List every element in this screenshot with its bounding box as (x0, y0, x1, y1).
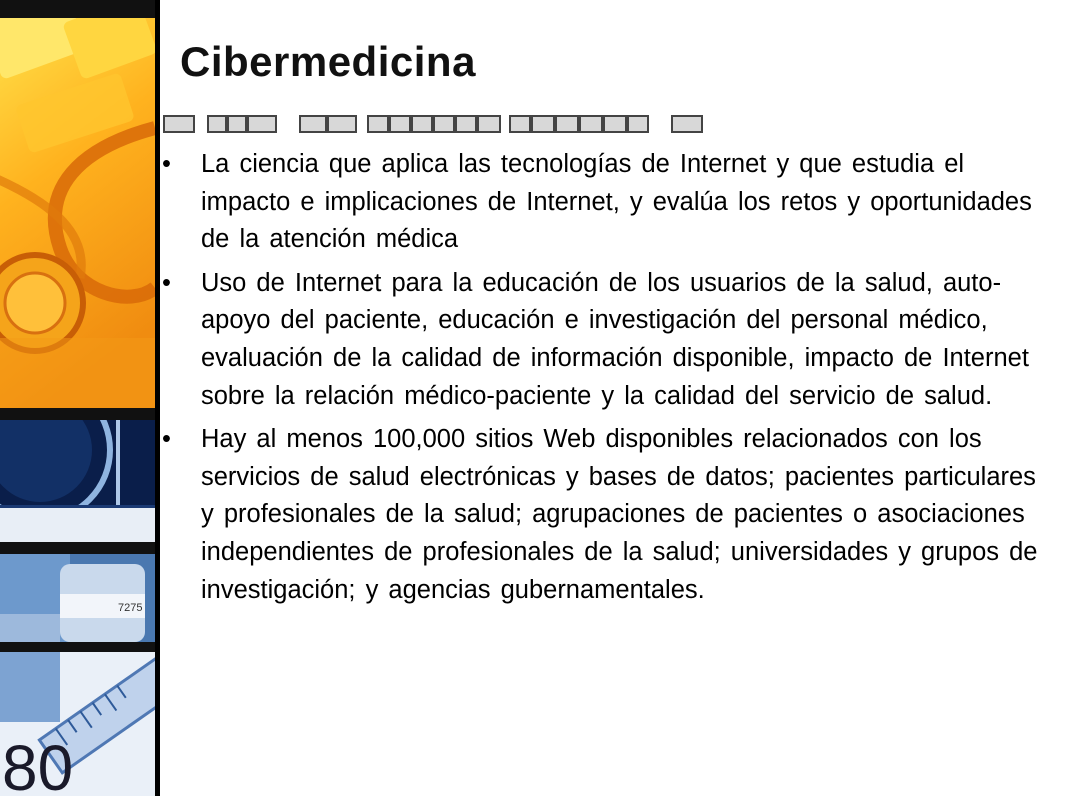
title-decorative-pattern (160, 110, 720, 140)
bullet-text-3: Hay al menos 100,000 sitios Web disponibles relacionados con los servicios de salud electrónicas y bases de datos; pacientes particulares y profesionales de la salud; agrupaciones de pacientes o asociaciones independientes de profesionales de la salud; universidades y grupos de investigación; y agencias gubernamentales. (201, 425, 1038, 604)
bullet-text-1: La ciencia que aplica las tecnologías de Internet y que estudia el impacto e implicaciones de Internet, y evalúa los retos y oportunidades de la atención médica (201, 150, 1032, 254)
bullet-item-1 (160, 146, 1055, 259)
bullet-list (160, 146, 1055, 615)
syringe-photo (0, 652, 155, 796)
bullet-text-2: Uso de Internet para la educación de los usuarios de la salud, auto-apoyo del paciente, educación e investigación del personal médico, evaluación de la calidad de información disponible, impacto de Internet sobre la relación médico-paciente y la calidad del servicio de salud. (201, 268, 1029, 410)
bullet-dot: • (162, 150, 171, 178)
photo-digits-text: 80 (2, 732, 74, 796)
bullet-dot: • (162, 425, 171, 454)
slide-title: Cibermedicina (180, 38, 476, 85)
decorative-photo-strip (0, 0, 160, 796)
vial-photo (0, 554, 155, 642)
stethoscope-photo (0, 18, 155, 408)
bullet-item-3 (160, 421, 1055, 609)
bullet-dot: • (162, 268, 171, 297)
vial-label-text: 7275 (118, 602, 143, 614)
blue-medical-photo (0, 420, 155, 542)
bullet-item-2 (160, 265, 1055, 415)
